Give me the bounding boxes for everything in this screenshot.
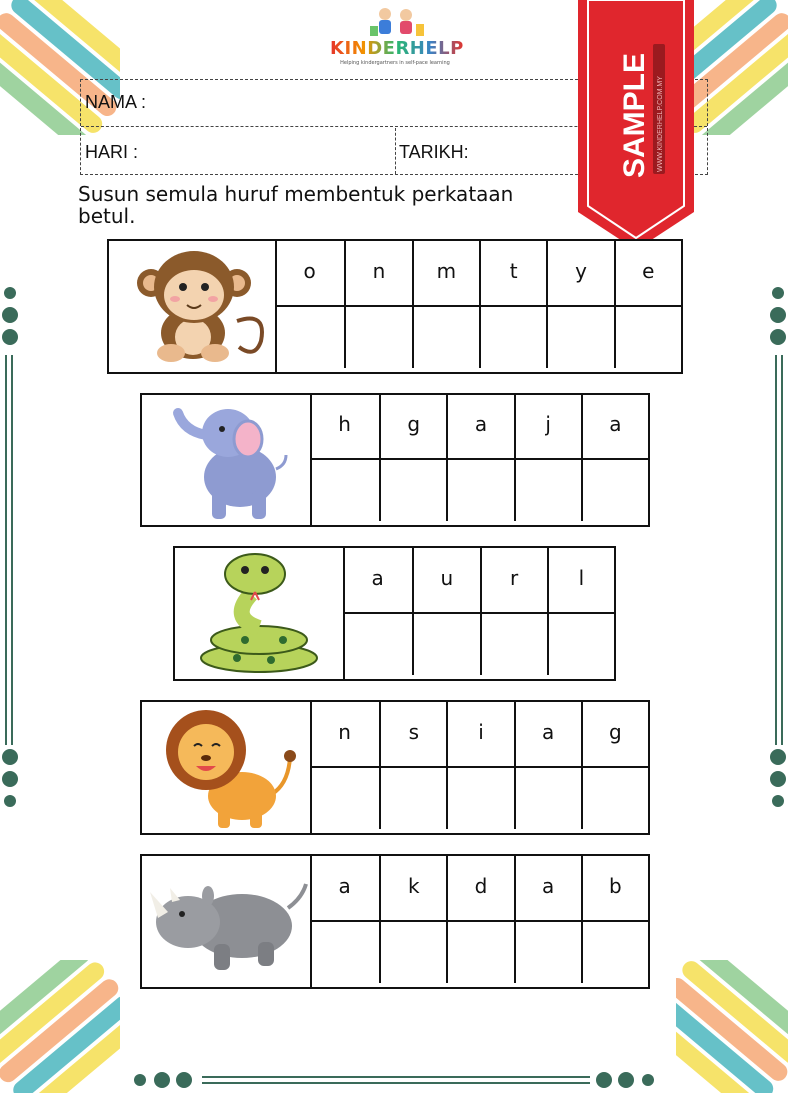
corner-decoration-bottom-left xyxy=(0,960,120,1093)
letter-cell: s xyxy=(379,702,446,768)
lion-icon xyxy=(142,702,310,833)
sample-stamp-subtext: WWW.KINDERHELP.COM.MY xyxy=(657,76,664,172)
puzzle-lion xyxy=(140,700,650,835)
letter-cell: n xyxy=(310,702,379,768)
elephant-picture xyxy=(142,395,312,525)
letter-cell: j xyxy=(514,395,581,460)
answer-cell[interactable] xyxy=(310,768,379,829)
answer-cell[interactable] xyxy=(514,922,581,983)
rhinoceros-icon xyxy=(142,856,310,987)
answer-cell[interactable] xyxy=(412,307,479,368)
form-divider xyxy=(395,128,396,174)
right-border-decoration xyxy=(766,285,788,815)
answer-cell[interactable] xyxy=(379,460,446,521)
answer-cell[interactable] xyxy=(310,460,379,521)
letter-cell: i xyxy=(446,702,513,768)
letter-cell: n xyxy=(344,241,411,307)
answer-cell[interactable] xyxy=(547,614,614,675)
letter-cell: r xyxy=(480,548,547,614)
kids-illustration-icon xyxy=(330,6,460,40)
corner-decoration-bottom-right xyxy=(676,960,788,1093)
answer-cell[interactable] xyxy=(446,460,513,521)
letter-cell: a xyxy=(343,548,412,614)
answer-cell[interactable] xyxy=(275,307,344,368)
snake-picture xyxy=(175,548,345,679)
kinderhelp-logo xyxy=(330,6,464,68)
sample-watermark-ribbon xyxy=(578,0,694,250)
letter-cell: e xyxy=(614,241,681,307)
letter-cell: k xyxy=(379,856,446,922)
elephant-icon xyxy=(142,395,310,525)
letter-cell: h xyxy=(310,395,379,460)
puzzle-rhinoceros xyxy=(140,854,650,989)
letter-cell: u xyxy=(412,548,479,614)
snake-icon xyxy=(175,548,343,679)
letter-cell: t xyxy=(479,241,546,307)
logo-wordmark: KINDERHELP xyxy=(330,38,464,59)
answer-cell[interactable] xyxy=(546,307,613,368)
answer-cell[interactable] xyxy=(480,614,547,675)
answer-cell[interactable] xyxy=(310,922,379,983)
puzzle-snake xyxy=(173,546,616,681)
letter-cell: g xyxy=(581,702,648,768)
left-border-decoration xyxy=(0,285,22,815)
monkey-icon xyxy=(109,241,275,372)
letter-cell: o xyxy=(275,241,344,307)
sample-stamp-text: SAMPLE xyxy=(618,52,651,178)
monkey-picture xyxy=(109,241,277,372)
puzzle-elephant xyxy=(140,393,650,527)
day-label: HARI : xyxy=(85,142,139,162)
puzzle-monkey xyxy=(107,239,683,374)
letter-cell: m xyxy=(412,241,479,307)
letter-cell: a xyxy=(514,856,581,922)
answer-cell[interactable] xyxy=(343,614,412,675)
letter-cell: g xyxy=(379,395,446,460)
answer-cell[interactable] xyxy=(379,922,446,983)
letter-cell: l xyxy=(547,548,614,614)
letter-cell: a xyxy=(446,395,513,460)
answer-cell[interactable] xyxy=(379,768,446,829)
answer-cell[interactable] xyxy=(479,307,546,368)
answer-cell[interactable] xyxy=(412,614,479,675)
answer-cell[interactable] xyxy=(514,768,581,829)
answer-cell[interactable] xyxy=(446,922,513,983)
bottom-border-decoration xyxy=(130,1068,660,1092)
letter-cell: b xyxy=(581,856,648,922)
rhinoceros-picture xyxy=(142,856,312,987)
letter-cell: a xyxy=(514,702,581,768)
name-label: NAMA : xyxy=(85,92,147,112)
date-label: TARIKH: xyxy=(399,142,469,162)
logo-tagline: Helping kindergartners in self-pace learning xyxy=(340,60,450,66)
instruction-text: Susun semula huruf membentuk perkataan betul. xyxy=(78,182,514,228)
letter-cell: y xyxy=(546,241,613,307)
letter-cell: a xyxy=(581,395,648,460)
letter-cell: a xyxy=(310,856,379,922)
letter-cell: d xyxy=(446,856,513,922)
answer-cell[interactable] xyxy=(581,768,648,829)
answer-cell[interactable] xyxy=(344,307,411,368)
answer-cell[interactable] xyxy=(614,307,681,368)
lion-picture xyxy=(142,702,312,833)
answer-cell[interactable] xyxy=(581,460,648,521)
answer-cell[interactable] xyxy=(514,460,581,521)
answer-cell[interactable] xyxy=(446,768,513,829)
answer-cell[interactable] xyxy=(581,922,648,983)
